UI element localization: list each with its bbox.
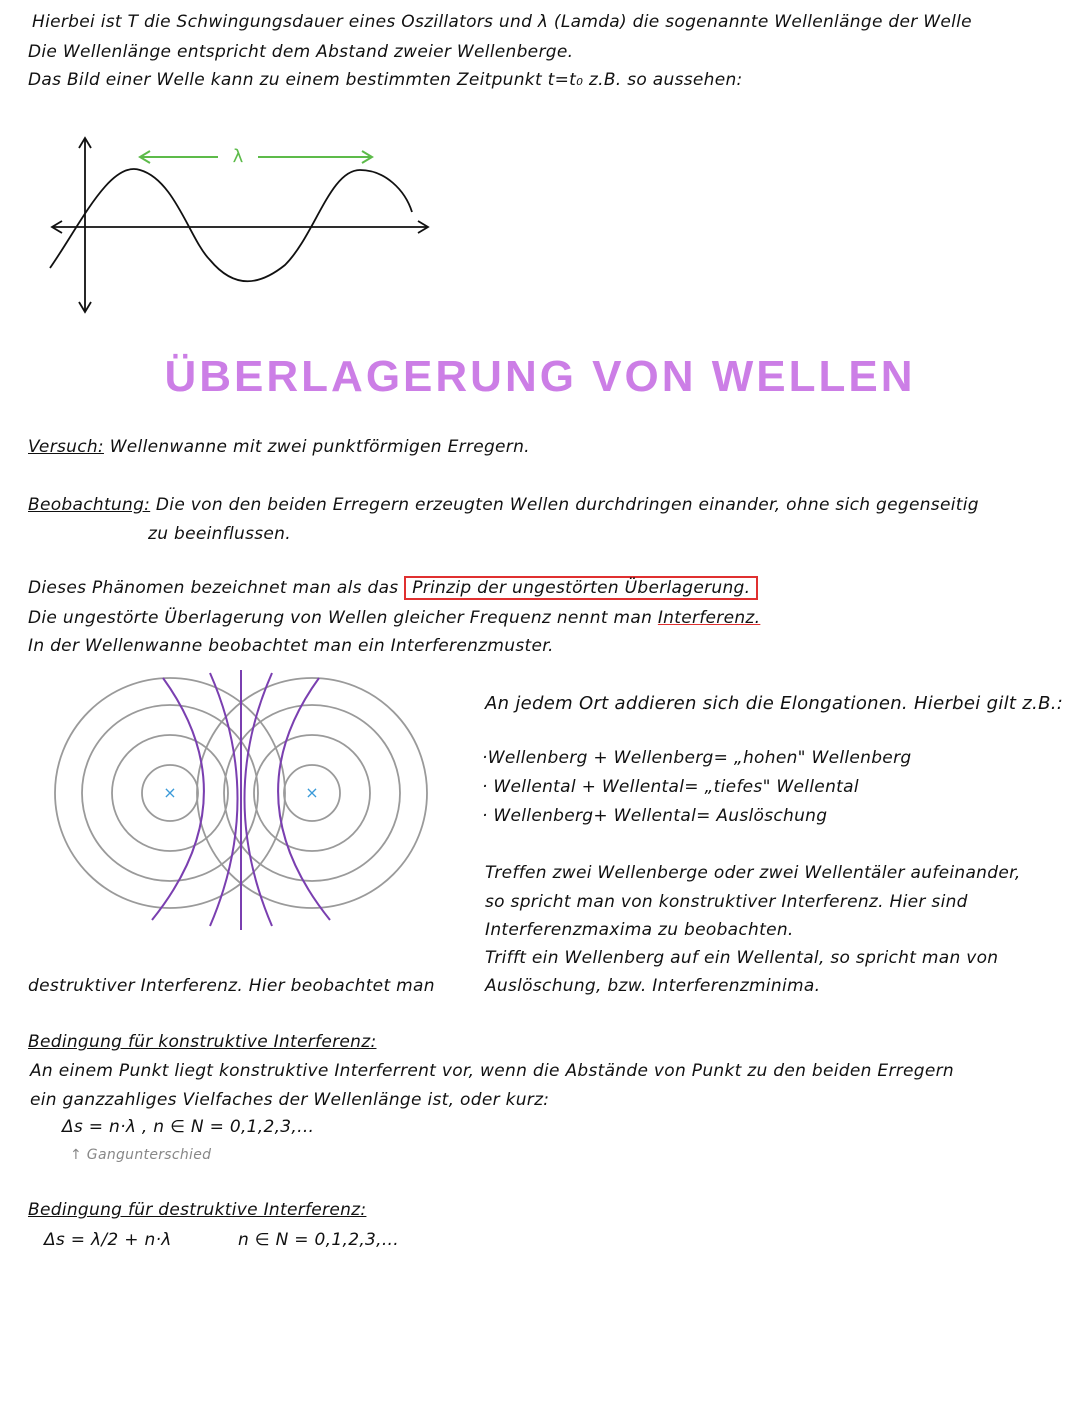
elongation-bullet-1: ·Wellenberg + Wellenberg= „hohen" Wellenberg xyxy=(482,748,912,768)
prinzip-line-1 xyxy=(28,578,758,598)
versuch-text: Wellenwanne mit zwei punktförmigen Erregern. xyxy=(109,437,530,457)
source-right: × xyxy=(305,783,319,802)
beobachtung-line-2: zu beeinflussen. xyxy=(148,524,291,544)
elongation-heading: An jedem Ort addieren sich die Elongationen. Hierbei gilt z.B.: xyxy=(485,693,1064,714)
elongation-bullet-2: · Wellental + Wellental= „tiefes" Wellental xyxy=(482,777,859,797)
prinzip-boxed-term: Prinzip der ungestörten Überlagerung. xyxy=(404,576,758,600)
hyperbolas xyxy=(152,670,330,930)
gangunterschied-note: ↑ Gangunterschied xyxy=(70,1147,212,1163)
elongation-bullet-3: · Wellenberg+ Wellental= Auslöschung xyxy=(482,806,828,826)
versuch-line xyxy=(28,437,530,457)
beobachtung-line-1 xyxy=(28,495,979,515)
page-title: ÜBERLAGERUNG VON WELLEN xyxy=(164,352,916,401)
intro-line-1: Hierbei ist T die Schwingungsdauer eines Oszillators und λ (Lamda) die sogenannte Wellenlänge der Welle xyxy=(32,12,972,32)
lambda-label: λ xyxy=(232,146,244,167)
bed-konstruktiv-line-2: ein ganzzahliges Vielfaches der Wellenlänge ist, oder kurz: xyxy=(30,1090,550,1110)
konstruktiv-text-4: Trifft ein Wellenberg auf ein Wellental, so spricht man von xyxy=(485,948,999,968)
bed-destruktiv-range: n ∈ N = 0,1,2,3,... xyxy=(238,1230,399,1250)
wave-curve xyxy=(50,169,412,281)
bed-konstruktiv-formula: Δs = n·λ , n ∈ N = 0,1,2,3,... xyxy=(62,1117,315,1137)
intro-line-2: Die Wellenlänge entspricht dem Abstand zweier Wellenberge. xyxy=(28,42,574,62)
konstruktiv-text-5-right: Auslöschung, bzw. Interferenzminima. xyxy=(485,976,821,996)
source-left: × xyxy=(163,783,177,802)
wave-diagram xyxy=(40,130,440,320)
prinzip-text: Dieses Phänomen bezeichnet man als das xyxy=(28,578,399,598)
interferenz-term: Interferenz. xyxy=(657,608,761,628)
intro-line-3: Das Bild einer Welle kann zu einem bestimmten Zeitpunkt t=t₀ z.B. so aussehen: xyxy=(28,70,743,90)
beobachtung-label: Beobachtung: xyxy=(28,495,151,515)
konstruktiv-text-1: Treffen zwei Wellenberge oder zwei Wellentäler aufeinander, xyxy=(485,863,1021,883)
bed-destruktiv-formula: Δs = λ/2 + n·λ xyxy=(44,1230,172,1250)
konstruktiv-text-3: Interferenzmaxima zu beobachten. xyxy=(485,920,794,940)
konstruktiv-text-5-left: destruktiver Interferenz. Hier beobachtet man xyxy=(28,976,435,996)
beobachtung-text-1: Die von den beiden Erregern erzeugten Wellen durchdringen einander, ohne sich gegenseitig xyxy=(155,495,979,515)
prinzip-line-2-text: Die ungestörte Überlagerung von Wellen gleicher Frequenz nennt man xyxy=(28,608,653,628)
interference-diagram xyxy=(50,668,470,948)
return-arrow-icon: ↑ xyxy=(70,1147,83,1163)
konstruktiv-text-2: so spricht man von konstruktiver Interferenz. Hier sind xyxy=(485,892,968,912)
prinzip-line-2 xyxy=(28,608,760,628)
bed-destruktiv-heading: Bedingung für destruktive Interferenz: xyxy=(28,1200,367,1220)
versuch-label: Versuch: xyxy=(28,437,104,457)
bed-konstruktiv-line-1: An einem Punkt liegt konstruktive Interferrent vor, wenn die Abstände von Punkt zu den beiden Erregern xyxy=(30,1061,955,1081)
prinzip-line-3: In der Wellenwanne beobachtet man ein Interferenzmuster. xyxy=(28,636,554,656)
bed-konstruktiv-heading: Bedingung für konstruktive Interferenz: xyxy=(28,1032,377,1052)
